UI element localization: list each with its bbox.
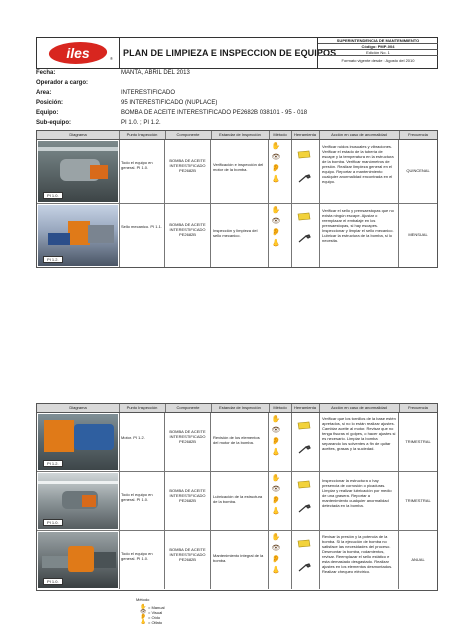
eye-icon: 👁 <box>271 486 281 493</box>
info-value-subequipo: PI 1.0. ; PI 1.2. <box>121 120 161 126</box>
document-header <box>36 37 438 69</box>
document-meta <box>317 38 438 68</box>
inspection-standard: Revisión de los elementos del motor de la bomba. <box>211 413 269 471</box>
component: BOMBA DE ACEITE INTERESTIFICADO PE2682B <box>165 140 211 203</box>
diagram-cell <box>37 531 120 589</box>
ear-icon: 👂 <box>271 165 281 172</box>
legend-manual: = Manual <box>148 605 165 610</box>
diagram-cell <box>37 204 120 267</box>
table-1-header <box>37 131 437 140</box>
inspection-point: Motor. PI 1.2. <box>119 413 165 471</box>
col-herramienta: Herramienta <box>291 404 320 412</box>
method-cell <box>269 204 292 267</box>
inspection-standard: Mantenimiento integral de la bomba. <box>211 531 269 589</box>
document-title: PLAN DE LIMPIEZA E INSPECCION DE EQUIPOS <box>123 48 337 58</box>
logo-text: iles <box>66 45 90 61</box>
hand-icon: ✋ <box>271 207 281 214</box>
info-value-fecha: MANTA, ABRIL DEL 2013 <box>121 70 190 76</box>
col-componente: Componente <box>165 404 212 412</box>
ear-icon: 👂 <box>271 438 281 445</box>
tool-cell <box>291 531 320 589</box>
method-cell <box>269 531 292 589</box>
col-accion: Acción en caso de anormalidad <box>319 131 400 139</box>
pi-tag: PI 1.0. <box>43 192 63 199</box>
info-label-posicion: Posición: <box>36 100 64 106</box>
inspection-standard: Inspección y limpieza del sello mecanico. <box>211 204 269 267</box>
cloth-icon <box>297 480 311 489</box>
nose-icon: 👃 <box>271 240 281 247</box>
hand-icon: ✋ <box>271 416 281 423</box>
cloth-icon <box>297 212 311 221</box>
abnormality-action: Verificar el sello y prensaestopas que no exista ningún escape. Ajustar o reemplazar el embalaje en los prensaestopas, si hay escapes. Inspeccionar y limpiar el sello mecanico. Lubricar la estructura de la bomba, si lo necesita. <box>319 204 399 267</box>
frequency: MENSUAL <box>408 232 428 237</box>
diagram-cell <box>37 140 120 203</box>
tool-cell <box>291 472 320 530</box>
frequency: ANUAL <box>411 557 425 562</box>
wrench-icon <box>297 174 311 183</box>
meta-department: SUPERINTENDENCIA DE MANTENIMIENTO <box>318 38 438 44</box>
eye-icon: 👁 <box>271 427 281 434</box>
inspection-table-1 <box>36 130 438 268</box>
frequency: TRIMESTRAL <box>405 498 431 503</box>
col-punto: Punto Inspección <box>119 131 166 139</box>
col-diagrama: Diagrama <box>37 131 120 139</box>
col-componente: Componente <box>165 131 212 139</box>
info-value-area: INTERESTIFICADO <box>121 90 176 96</box>
ear-icon: 👂 <box>271 229 281 236</box>
legend-icons <box>140 605 146 625</box>
col-frecuencia: Frecuencia <box>408 405 428 410</box>
nose-icon: 👃 <box>140 619 147 625</box>
diagram-cell <box>37 413 120 471</box>
hand-icon: ✋ <box>271 475 281 482</box>
ear-icon: 👂 <box>140 614 147 620</box>
tool-cell <box>291 413 320 471</box>
inspection-point: Todo el equipo en general. PI 1.0. <box>119 531 165 589</box>
info-label-subequipo: Sub-equipo: <box>36 120 71 126</box>
info-value-posicion: 95 INTERESTIFICADO (NUPLACE) <box>121 100 218 106</box>
col-frecuencia: Frecuencia <box>408 132 428 137</box>
cloth-icon <box>297 421 311 430</box>
meta-edition: Edición No. 1 <box>318 50 438 56</box>
nose-icon: 👃 <box>271 508 281 515</box>
table-row <box>37 413 437 472</box>
logo-area <box>37 38 120 68</box>
registered-mark: ® <box>110 56 113 61</box>
nose-icon: 👃 <box>271 449 281 456</box>
table-row <box>37 204 437 267</box>
inspection-point: Sello mecanico. PI 1.1. <box>119 204 165 267</box>
table-row <box>37 140 437 204</box>
hand-icon: ✋ <box>271 534 281 541</box>
hand-icon: ✋ <box>271 143 281 150</box>
eye-icon: 👁 <box>271 154 281 161</box>
col-estandar: Estandar de Inspección <box>211 404 270 412</box>
info-label-equipo: Equipo: <box>36 110 59 116</box>
info-value-equipo: BOMBA DE ACEITE INTERESTIFICADO PE2682B 038101 - 95 - 018 <box>121 110 308 116</box>
method-cell <box>269 472 292 530</box>
frequency: QUINCENAL <box>406 168 430 173</box>
eye-icon: 👁 <box>271 545 281 552</box>
cloth-icon <box>297 539 311 548</box>
meta-valid-from: Formato vigente desde : Agosto del 2010 <box>341 58 415 63</box>
col-metodo: Método <box>269 404 292 412</box>
col-herramienta: Herramienta <box>291 131 320 139</box>
wrench-icon <box>297 234 311 243</box>
method-cell <box>269 140 292 203</box>
col-estandar: Estandar de Inspección <box>211 131 270 139</box>
component: BOMBA DE ACEITE INTERESTIFICADO PE2682B <box>165 531 211 589</box>
diagram-cell <box>37 472 120 530</box>
pi-tag: PI 1.0. <box>43 519 63 526</box>
col-accion: Acción en caso de anormalidad <box>319 404 400 412</box>
col-punto: Punto Inspección <box>119 404 166 412</box>
ear-icon: 👂 <box>271 556 281 563</box>
abnormality-action: Inspeccionar la estructura o hay presencia de corrosión o picaduras. Limpiar y realizar lubricación por medio de una grasera. Reportar a mantenimiento cualquier anormalidad detectada en la bomba. <box>319 472 399 530</box>
wrench-icon <box>297 504 311 513</box>
legend-visual: = Visual <box>148 610 163 615</box>
tool-cell <box>291 204 320 267</box>
method-cell <box>269 413 292 471</box>
table-row <box>37 531 437 589</box>
table-2-header <box>37 404 437 413</box>
wrench-icon <box>297 445 311 454</box>
col-diagrama: Diagrama <box>37 404 120 412</box>
inspection-standard: Verificación e inspección del motor de la bomba. <box>211 140 269 203</box>
inspection-point: Todo el equipo en general. PI 1.0. <box>119 140 165 203</box>
component: BOMBA DE ACEITE INTERESTIFICADO PE2682B <box>165 204 211 267</box>
inspection-point: Todo el equipo en general. PI 1.0. <box>119 472 165 530</box>
legend-oido: = Oído <box>148 615 161 620</box>
meta-code: Código: PMP-004 <box>318 44 438 50</box>
nose-icon: 👃 <box>271 176 281 183</box>
info-label-operador: Operador a cargo: <box>36 80 89 86</box>
info-label-fecha: Fecha: <box>36 70 56 76</box>
eye-icon: 👁 <box>140 609 147 615</box>
tool-cell <box>291 140 320 203</box>
ear-icon: 👂 <box>271 497 281 504</box>
pi-tag: PI 1.2. <box>43 460 63 467</box>
abnormality-action: Verificar ruidos inusuales y vibraciones. Verificar el estado de la tubería de escape y la temperatura en la estructura de la bomba. Verificar manómetros de presión. Realizar limpieza general en el equipo. Reportar a mantenimiento cualquier anormalidad encontrada en el equipo. <box>319 140 399 203</box>
inspection-table-2 <box>36 403 438 591</box>
wrench-icon <box>297 563 311 572</box>
pi-tag: PI 1.0. <box>43 578 63 585</box>
component: BOMBA DE ACEITE INTERESTIFICADO PE2682B <box>165 472 211 530</box>
frequency: TRIMESTRAL <box>405 439 431 444</box>
abnormality-action: Verificar que los tornillos de la base estén apretados, si no lo están realizar ajustes. Cambiar aceite al motor. Revisar que no tenga fisuras ni golpes, o hacer ajustes si es necesario. Limpiar la bomba separando los solventes a fin de quitar aceites, grasas y la suciedad. <box>319 413 399 471</box>
nose-icon: 👃 <box>271 567 281 574</box>
eye-icon: 👁 <box>271 218 281 225</box>
component: BOMBA DE ACEITE INTERESTIFICADO PE2682B <box>165 413 211 471</box>
info-label-area: Area: <box>36 90 52 96</box>
inspection-standard: Lubricación de la estructura de la bomba. <box>211 472 269 530</box>
cloth-icon <box>297 150 311 159</box>
table-row <box>37 472 437 531</box>
legend-olfato: = Olfato <box>148 620 163 625</box>
abnormality-action: Revisar la presión y la potencia de la bomba. Si la ejecución de bomba no satisface las necesidades del proceso. Desmontar la bomba, rodamientos, revisar. Reemplazar el sello estático e esta demasiado desgastado. Realizar ajustes en los elementos desmontados. Realizar chequeo eléctrico. <box>319 531 399 589</box>
col-metodo: Método <box>269 131 292 139</box>
pi-tag: PI 1.2. <box>43 256 63 263</box>
hand-icon: ✋ <box>140 604 147 610</box>
legend-title: Método <box>136 597 150 602</box>
